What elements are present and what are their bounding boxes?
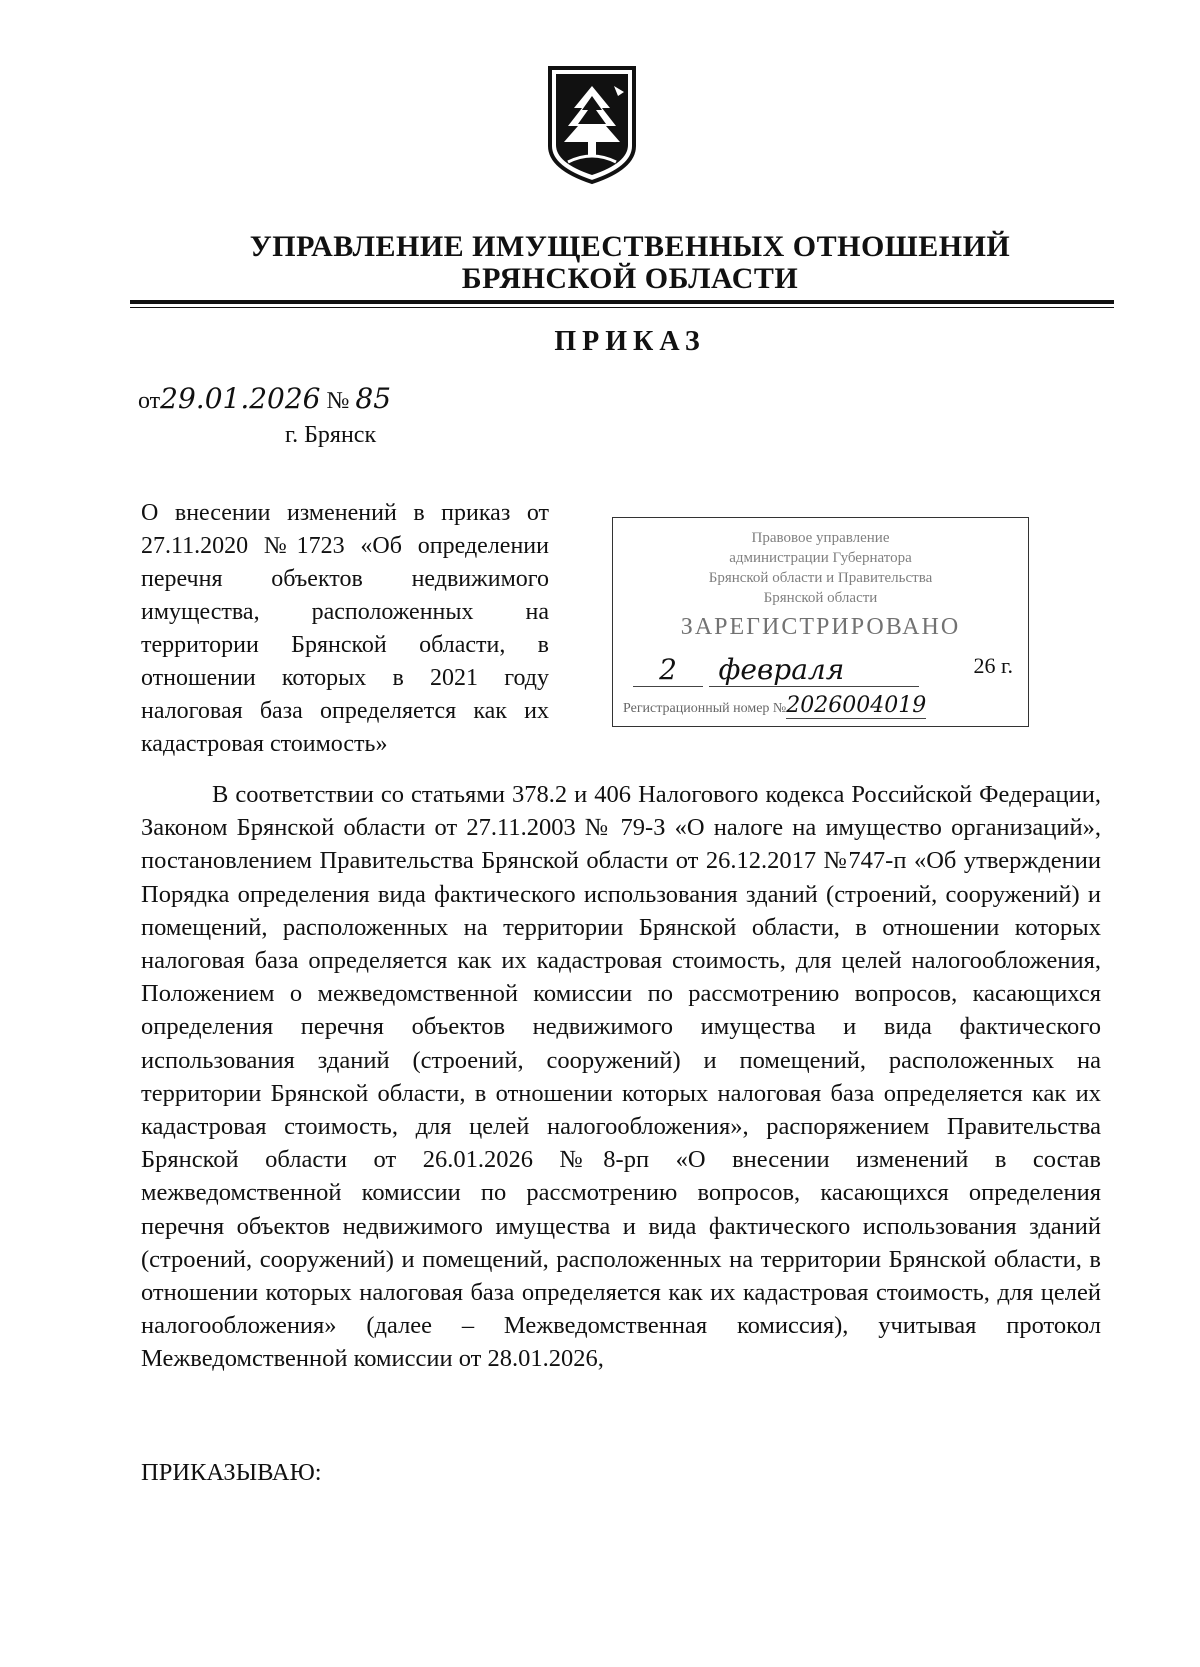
stamp-line: Брянской области и Правительства <box>708 570 933 586</box>
handwritten-date: 29.01.2026 <box>160 382 321 415</box>
stamp-month: февраля <box>709 653 919 687</box>
stamp-day: 2 <box>633 653 703 687</box>
date-prefix: от <box>138 388 161 414</box>
number-label: № <box>326 388 350 414</box>
stamp-registered: ЗАРЕГИСТРИРОВАНО <box>680 614 961 640</box>
stamp-line: Правовое управление <box>751 530 890 546</box>
stamp-line: администрации Губернатора <box>729 550 912 566</box>
city: г. Брянск <box>285 422 377 448</box>
organization-name-line2: БРЯНСКОЙ ОБЛАСТИ <box>461 262 799 295</box>
body-paragraph: В соответствии со статьями 378.2 и 406 Налогового кодекса Российской Федерации, Законом Брянской области от 27.11.2003 № 79-З «О налоге на имущество организаций», постановлением Правительства Брянской области от 26.12.2017 №747-п «Об утверждении Порядка определения вида фактического использования зданий (строений, сооружений) и помещений, расположенных на территории Брянской области, в отношении которых налоговая база определяется как их кадастровая стоимость, для целей налогообложения, Положением о межведомственной комиссии по рассмотрению вопросов, касающихся определения перечня объектов недвижимого имущества и вида фактического использования зданий (строений, сооружений) и помещений, расположенных на территории Брянской области, в отношении которых налоговая база определяется как их кадастровая стоимость, для целей налогообложения», распоряжением Правительства Брянской области от 26.01.2026 №8-рп «О внесении изменений в состав межведомственной комиссии по рассмотрению вопросов, касающихся определения перечня объектов недвижимого имущества и вида фактического использования зданий (строений, сооружений) и помещений, расположенных на территории Брянской области, в отношении которых налоговая база определяется как их кадастровая стоимость, для целей налогообложения» (далее – Межведомственная комиссия), учитывая протокол Межведомственной комиссии от 28.01.2026, <box>141 781 1101 1373</box>
stamp-year: 26 г. <box>973 653 1013 678</box>
organization-name-line1: УПРАВЛЕНИЕ ИМУЩЕСТВЕННЫХ ОТНОШЕНИЙ <box>249 230 1011 263</box>
date-line <box>138 382 391 415</box>
document-subject: О внесении изменений в приказ от 27.11.2020 №1723 «Об определении перечня объектов недвижимого имущества, расположенных на территории Брянской области, в отношении которых в 2021 году налоговая база определяется как их кадастровая стоимость» <box>141 500 549 757</box>
stamp-reg-line <box>623 693 1018 718</box>
order-word: ПРИКАЗЫВАЮ: <box>141 1459 322 1486</box>
document-type: ПРИКАЗ <box>554 326 706 357</box>
stamp-date <box>633 653 1013 687</box>
document-body <box>141 778 1101 1376</box>
registration-stamp <box>612 517 1029 727</box>
stamp-reg-label: Регистрационный номер № <box>623 701 787 716</box>
header-divider <box>130 300 1114 304</box>
coat-of-arms-icon <box>544 62 640 186</box>
stamp-reg-number: 2026004019 <box>786 693 927 718</box>
stamp-line: Брянской области <box>763 590 878 606</box>
header-divider-thin <box>130 307 1114 308</box>
handwritten-number: 85 <box>355 382 392 415</box>
